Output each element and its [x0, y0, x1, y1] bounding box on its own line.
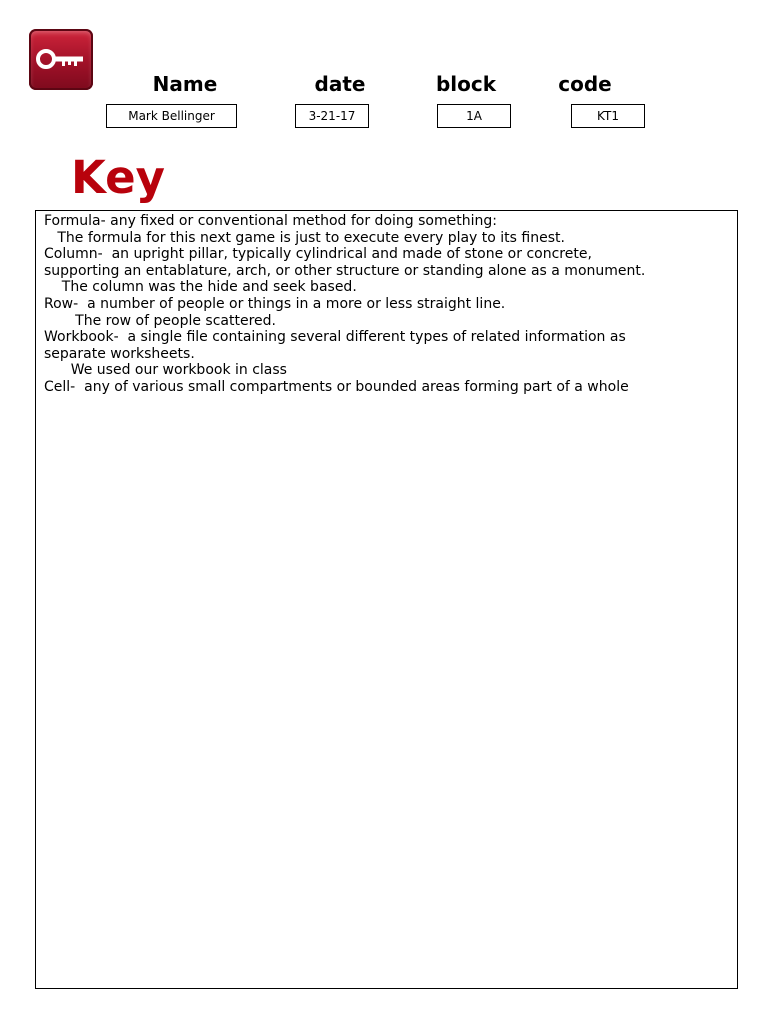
- code-field[interactable]: KT1: [571, 104, 645, 128]
- block-field[interactable]: 1A: [437, 104, 511, 128]
- text-line: Formula- any fixed or conventional method for doing something:: [44, 213, 497, 229]
- text-line: Column- an upright pillar, typically cylindrical and made of stone or concrete,: [44, 246, 592, 263]
- key-app-icon: [29, 29, 93, 90]
- date-label: date: [314, 72, 366, 96]
- text-line: The formula for this next game is just to execute every play to its finest.: [44, 229, 565, 246]
- text-line: separate worksheets.: [44, 345, 195, 362]
- definitions-text-area[interactable]: [35, 210, 738, 989]
- page-title: Key: [71, 151, 165, 204]
- text-line: Row- a number of people or things in a more or less straight line.: [44, 295, 506, 312]
- text-line: The column was the hide and seek based.: [44, 279, 357, 296]
- date-field[interactable]: 3-21-17: [295, 104, 369, 128]
- text-line: supporting an entablature, arch, or other structure or standing alone as a monument.: [44, 262, 646, 279]
- text-line: The row of people scattered.: [44, 312, 276, 329]
- name-field[interactable]: Mark Bellinger: [106, 104, 237, 128]
- text-line: Workbook- a single file containing several different types of related information as: [44, 329, 626, 346]
- name-label: Name: [152, 72, 218, 96]
- block-label: block: [435, 72, 497, 96]
- text-line: We used our workbook in class: [44, 362, 287, 379]
- text-line: Cell- any of various small compartments or bounded areas forming part of a whole: [44, 378, 629, 395]
- key-icon: [35, 47, 87, 73]
- code-label: code: [558, 72, 612, 96]
